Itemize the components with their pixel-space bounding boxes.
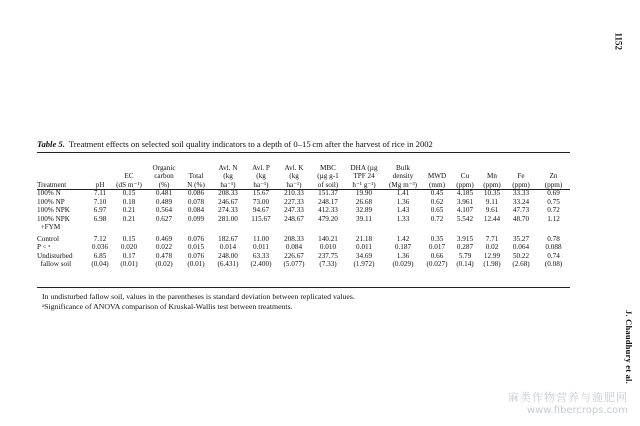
- table-cell: 0.489: [155, 197, 173, 206]
- table-cell: 0.481: [155, 189, 173, 197]
- table-row: [37, 215, 570, 232]
- table-cell: 0.010: [319, 243, 337, 252]
- table-cell: 479.20: [318, 214, 338, 223]
- column-header: EC (dS m⁻¹): [116, 172, 142, 189]
- table-cell: 0.65: [430, 206, 444, 215]
- table-cell: 0.02: [485, 243, 499, 252]
- column-header: Total N (%): [187, 172, 205, 189]
- table-cell: 248.00 (6.431): [217, 251, 239, 269]
- table-cell: 0.011: [356, 243, 372, 252]
- table-cell: 0.75: [547, 197, 560, 206]
- table-cell: 7.12: [93, 234, 107, 243]
- table-cell: 140.21: [318, 234, 338, 243]
- table-cell: 6.98: [93, 214, 107, 223]
- table-cell: 1.12: [547, 214, 560, 223]
- table-cell: 94.67: [252, 206, 270, 215]
- table-cell: 0.017: [428, 243, 446, 252]
- table-cell: 7.11: [93, 189, 107, 197]
- row-label: 100% NPK +FYM: [37, 214, 70, 232]
- table-cell: 227.33: [284, 197, 304, 206]
- table-cell: 21.18: [355, 234, 373, 243]
- table-cell: 0.064: [512, 243, 530, 252]
- table-cell: 47.73: [512, 206, 530, 215]
- row-label: P < ᵃ: [37, 243, 51, 252]
- table-cell: 151.37: [318, 189, 338, 197]
- table-cell: 10.35: [483, 189, 501, 197]
- row-label: 100% N: [37, 189, 61, 197]
- table-footnotes: [42, 292, 355, 312]
- table-cell: 0.076 (0.01): [187, 251, 205, 269]
- table-cell: 0.084: [285, 243, 303, 252]
- table-cell: 0.011: [253, 243, 269, 252]
- table-cell: 0.35: [430, 234, 444, 243]
- column-header: Avl. K (kg ha⁻¹): [284, 163, 304, 189]
- table-cell: 11.00: [253, 234, 269, 243]
- table-cell: 0.564: [155, 206, 173, 215]
- watermark: [508, 389, 628, 416]
- table-caption-text: Treatment effects on selected soil quality indicators to a depth of 0–15 cm after the harvest of rice in 2002: [68, 139, 433, 149]
- table-cell: 247.33: [284, 206, 304, 215]
- watermark-url: www.fibercrops.com: [526, 405, 628, 416]
- column-header: Organic carbon (%): [152, 163, 176, 189]
- table-cell: 0.17 (0.01): [120, 251, 138, 269]
- column-header: Fe (ppm): [512, 172, 530, 189]
- table-cell: 0.086: [187, 189, 205, 197]
- table-cell: 6.85 (0.04): [91, 251, 109, 269]
- table-cell: 0.076: [187, 234, 205, 243]
- table-cell: 4.185: [456, 189, 474, 197]
- column-header: MWD (mm): [427, 172, 447, 189]
- column-header: Avl. N (kg ha⁻¹): [218, 163, 238, 189]
- table-cell: 12.44: [483, 214, 501, 223]
- table-cell: 210.33: [284, 189, 304, 197]
- table-cell: 1.43: [396, 206, 410, 215]
- table-row: [37, 189, 570, 198]
- table-cell: 412.33: [318, 206, 338, 215]
- table-body: [37, 189, 570, 269]
- table-cell: 248.17: [318, 197, 338, 206]
- table-cell: 0.72: [547, 206, 560, 215]
- table-cell: 0.099: [187, 214, 205, 223]
- footnote: In undisturbed fallow soil, values in the parentheses is standard deviation between replicated values.: [42, 292, 355, 301]
- table-cell: 15.67: [252, 189, 270, 197]
- table-cell: 35.27: [512, 234, 530, 243]
- table-cell: 0.627: [155, 214, 173, 223]
- table-cell: 0.022: [155, 243, 173, 252]
- table-cell: 0.078: [187, 197, 205, 206]
- table-cell: 0.69: [547, 189, 560, 197]
- column-header: Treatment: [37, 180, 67, 189]
- table-cell: 1.36: [396, 197, 410, 206]
- table-cell: 1.33: [396, 214, 410, 223]
- table-cell: 248.67: [284, 214, 304, 223]
- table-cell: 0.020: [120, 243, 138, 252]
- table-cell: 115.67: [251, 214, 271, 223]
- table-cell: 0.015: [187, 243, 205, 252]
- table-top-rule: [37, 152, 570, 153]
- row-label: Undisturbed fallow soil: [37, 251, 73, 269]
- column-header: DHA (µg TPF 24 h⁻¹ g⁻¹): [350, 163, 378, 189]
- table-cell: 0.469: [155, 234, 173, 243]
- table-cell: 50.22 (2.68): [512, 251, 530, 269]
- table-cell: 226.67 (5.077): [283, 251, 305, 269]
- table-row: [37, 243, 570, 252]
- footnote: ᵃSignificance of ANOVA comparison of Kruskal-Wallis test between treatments.: [42, 302, 293, 311]
- column-header: Bulk density (Mg m⁻³): [388, 163, 418, 189]
- table-cell: 274.33: [218, 206, 238, 215]
- table-cell: 6.97: [93, 206, 107, 215]
- table-cell: 0.187: [394, 243, 412, 252]
- table-cell: 182.67: [218, 234, 238, 243]
- table-cell: 0.15: [122, 189, 136, 197]
- table-cell: 0.74 (0.08): [544, 251, 563, 269]
- table-cell: 0.72: [430, 214, 444, 223]
- table-cell: 9.11: [485, 197, 499, 206]
- table-cell: 39.11: [356, 214, 372, 223]
- table-row: [37, 198, 570, 207]
- table-cell: 0.478 (0.02): [155, 251, 173, 269]
- table-cell: 281.00: [218, 214, 238, 223]
- column-header: Cu (ppm): [456, 172, 474, 189]
- table-row: [37, 232, 570, 244]
- table-cell: 0.66 (0.027): [426, 251, 448, 269]
- table-cell: 0.21: [122, 206, 136, 215]
- table-cell: 34.69 (1.972): [353, 251, 375, 269]
- column-header: Avl. P (kg ha⁻¹): [252, 163, 270, 189]
- table-cell: 3.915: [456, 234, 474, 243]
- table-cell: 3.961: [456, 197, 474, 206]
- table-cell: 12.99 (1.98): [483, 251, 501, 269]
- table-cell: 0.088: [545, 243, 562, 252]
- table-cell: 208.33: [218, 189, 238, 197]
- watermark-site-name: 麻类作物营养与施肥网: [508, 391, 628, 404]
- table-cell: 48.70: [512, 214, 530, 223]
- table-cell: 0.036: [91, 243, 109, 252]
- table-cell: 26.68: [355, 197, 373, 206]
- running-head: J. Chaudhury et al.: [624, 310, 634, 384]
- table-cell: 4.107: [456, 206, 474, 215]
- table-bottom-rule: [37, 287, 570, 288]
- table-row: [37, 206, 570, 215]
- table-row: [37, 252, 570, 269]
- table-cell: 0.62: [430, 197, 444, 206]
- table-cell: 9.61: [485, 206, 499, 215]
- table-label: Table 5.: [37, 139, 65, 149]
- column-header: Mn (ppm): [483, 172, 501, 189]
- column-header: pH: [95, 180, 105, 189]
- table-cell: 32.89: [355, 206, 373, 215]
- table-cell: 7.10: [93, 197, 107, 206]
- table-cell: 73.00: [252, 197, 270, 206]
- table-cell: 0.014: [219, 243, 237, 252]
- table-caption: [37, 139, 577, 149]
- row-label: 100% NP: [37, 197, 65, 206]
- table-cell: 5.542: [456, 214, 474, 223]
- row-label: Control: [37, 234, 59, 243]
- table-header-row: [37, 154, 570, 189]
- table-cell: 33.24: [512, 197, 530, 206]
- table-cell: 1.41: [396, 189, 410, 197]
- soil-quality-table: [37, 154, 570, 269]
- row-label: 100% NPK: [37, 206, 70, 215]
- table-cell: 1.42: [396, 234, 410, 243]
- table-cell: 33.33: [512, 189, 530, 197]
- table-cell: 0.15: [122, 234, 136, 243]
- table-cell: 0.78: [547, 234, 560, 243]
- page-number: 1152: [614, 32, 624, 50]
- table-cell: 63.33 (2.400): [250, 251, 272, 269]
- table-cell: 246.67: [218, 197, 238, 206]
- table-cell: 237.75 (7.33): [318, 251, 338, 269]
- table-cell: 7.71: [485, 234, 499, 243]
- table-cell: 5.79 (0.14): [456, 251, 474, 269]
- table-cell: 0.45: [430, 189, 444, 197]
- table-cell: 0.18: [122, 197, 136, 206]
- table-cell: 19.90: [355, 189, 373, 197]
- table-cell: 1.36 (0.029): [392, 251, 414, 269]
- column-header: Zn (ppm): [544, 172, 563, 189]
- table-cell: 0.084: [187, 206, 205, 215]
- table-cell: 0.21: [122, 214, 136, 223]
- column-header: MBC (µg g-1 of soil): [317, 163, 339, 189]
- table-cell: 208.33: [284, 234, 304, 243]
- table-cell: 0.287: [456, 243, 474, 252]
